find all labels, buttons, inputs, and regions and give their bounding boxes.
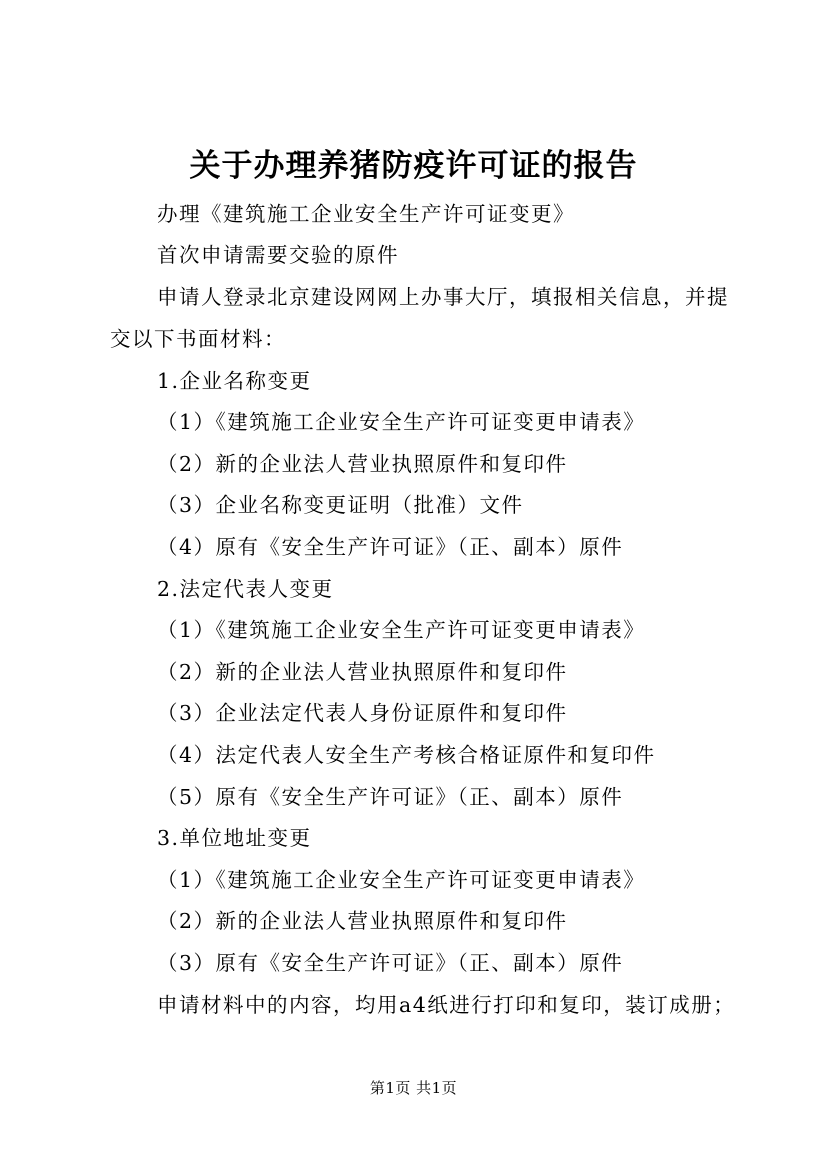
list-item: （2）新的企业法人营业执照原件和复印件 (157, 909, 568, 933)
list-item: （5）原有《安全生产许可证》（正、副本）原件 (157, 785, 624, 809)
paragraph: 申请人登录北京建设网网上办事大厅，填报相关信息，并提 (157, 285, 729, 309)
document-title: 关于办理养猪防疫许可证的报告 (189, 148, 638, 184)
list-item: （1）《建筑施工企业安全生产许可证变更申请表》 (157, 618, 646, 642)
paragraph: 申请材料中的内容，均用a4纸进行打印和复印，装订成册； (157, 993, 736, 1017)
paragraph-continuation: 交以下书面材料： (110, 327, 286, 351)
list-item: （3）原有《安全生产许可证》（正、副本）原件 (157, 951, 624, 975)
list-item: （4）法定代表人安全生产考核合格证原件和复印件 (157, 743, 656, 767)
list-item: （3）企业名称变更证明（批准）文件 (157, 493, 524, 517)
page-footer: 第1页 共1页 (369, 1079, 458, 1097)
list-item: （4）原有《安全生产许可证》（正、副本）原件 (157, 535, 624, 559)
list-item: （3）企业法定代表人身份证原件和复印件 (157, 701, 568, 725)
list-item: （2）新的企业法人营业执照原件和复印件 (157, 452, 568, 476)
list-item: （2）新的企业法人营业执照原件和复印件 (157, 660, 568, 684)
list-item: （1）《建筑施工企业安全生产许可证变更申请表》 (157, 410, 646, 434)
section-heading: 3.单位地址变更 (157, 826, 312, 850)
paragraph: 办理《建筑施工企业安全生产许可证变更》 (157, 202, 575, 226)
section-heading: 2.法定代表人变更 (157, 577, 334, 601)
section-heading: 1.企业名称变更 (157, 369, 312, 393)
paragraph: 首次申请需要交验的原件 (157, 243, 399, 267)
list-item: （1）《建筑施工企业安全生产许可证变更申请表》 (157, 868, 646, 892)
